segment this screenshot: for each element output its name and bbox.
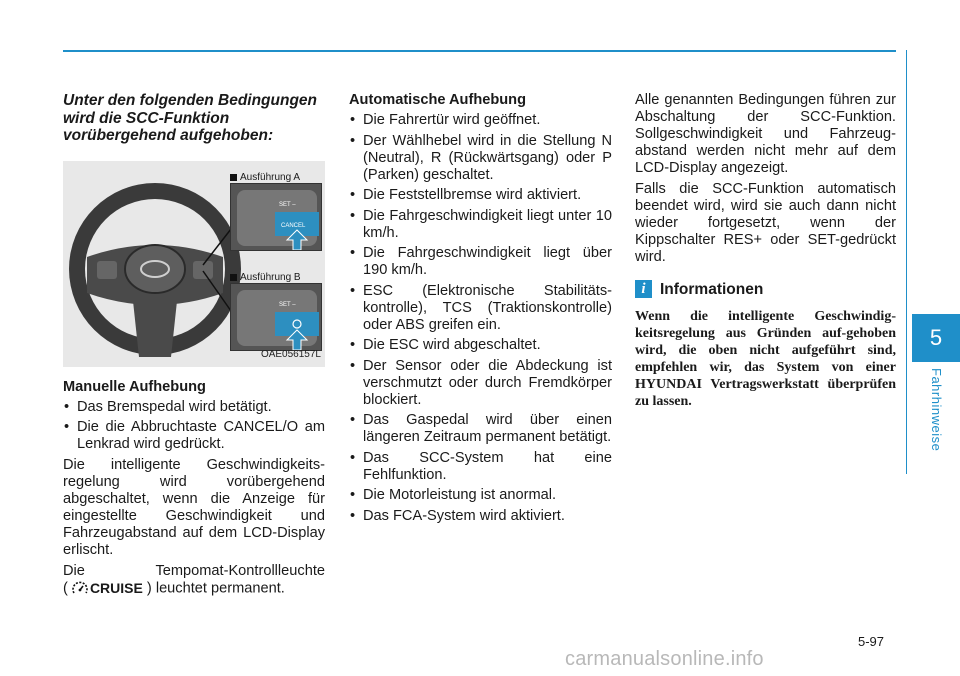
list-item: • Die Feststellbremse wird aktiviert. bbox=[349, 187, 612, 204]
version-a-inset bbox=[230, 169, 322, 251]
speedometer-icon bbox=[72, 581, 88, 595]
info-icon: i bbox=[635, 280, 652, 298]
paragraph: ( CRUISE ) leuchtet permanent. bbox=[63, 579, 285, 596]
cancel-label: CANCEL bbox=[281, 222, 306, 229]
watermark: carmanualsonline.info bbox=[565, 648, 764, 670]
column-3 bbox=[635, 92, 896, 410]
list-item: • Das Bremspedal wird betätigt. bbox=[63, 399, 325, 416]
manual-heading: Manuelle Aufhebung bbox=[63, 378, 206, 395]
info-body: Wenn die intelligente Geschwindig-keitsregelung aus Gründen auf-gehoben wird, die oben nicht aufgeführt sind, empfehlen wir, das System von einer HYUNDAI Vertragswerkstatt überprüfen zu lassen. bbox=[635, 309, 896, 409]
column-1 bbox=[63, 92, 325, 601]
auto-list bbox=[349, 112, 612, 525]
power-button-illustration bbox=[231, 284, 321, 350]
list-item: • Das Gaspedal wird über einen längeren Zeitraum permanent betätigt. bbox=[349, 412, 612, 446]
list-item: • Die Fahrgeschwindigkeit liegt unter 10 km/h. bbox=[349, 208, 612, 242]
page-number: 5-97 bbox=[858, 634, 885, 649]
info-title: Informationen bbox=[660, 280, 764, 298]
steering-wheel-figure bbox=[63, 161, 325, 367]
list-item: • Das FCA-System wird aktiviert. bbox=[349, 508, 612, 525]
list-item: • ESC (Elektronische Stabilitäts-kontrolle), TCS (Traktionskontrolle) oder ABS greifen ein. bbox=[349, 283, 612, 334]
paragraph: Die Tempomat-Kontrollleuchte bbox=[63, 562, 325, 579]
chapter-number-tab: 5 bbox=[912, 314, 960, 362]
version-b-switch bbox=[230, 283, 322, 351]
cancel-button-illustration bbox=[231, 184, 321, 250]
column-2 bbox=[349, 92, 612, 528]
set-label: SET – bbox=[279, 201, 296, 208]
version-a-switch bbox=[230, 183, 322, 251]
list-item: • Die Motorleistung ist anormal. bbox=[349, 487, 612, 504]
figure-code: OAE056157L bbox=[260, 348, 321, 360]
cruise-label: CRUISE bbox=[89, 579, 143, 596]
auto-heading: Automatische Aufhebung bbox=[349, 92, 527, 108]
square-bullet-icon bbox=[230, 174, 237, 181]
list-item: • Das SCC-System hat eine Fehlfunktion. bbox=[349, 450, 612, 484]
paragraph: Alle genannten Bedingungen führen zur Abschaltung der SCC-Funktion. Sollgeschwindigkeit und Fahrzeug-abstand werden nicht mehr auf dem LCD-Display angezeigt. bbox=[635, 92, 896, 176]
info-header bbox=[635, 280, 896, 298]
set-label: SET – bbox=[279, 301, 296, 308]
manual-list bbox=[63, 399, 325, 454]
cruise-indicator bbox=[72, 580, 143, 597]
list-item: • Die ESC wird abgeschaltet. bbox=[349, 337, 612, 354]
list-item: • Die die Abbruchtaste CANCEL/O am Lenkrad wird gedrückt. bbox=[63, 419, 325, 453]
section-heading: Unter den folgenden Bedingungen wird die SCC-Funktion vorübergehend aufgehoben: bbox=[63, 92, 318, 144]
paragraph: Die intelligente Geschwindigkeits-regelung wird vorübergehend abgeschaltet, wenn die Anzeige für eingestellte Geschwindigkeit und Fahrzeugabstand auf dem LCD-Display erlischt. bbox=[63, 456, 325, 558]
version-a-label: Ausführung A bbox=[230, 169, 300, 186]
chapter-name: Fahrhinweise bbox=[929, 368, 944, 452]
top-rule bbox=[63, 50, 896, 52]
square-bullet-icon bbox=[230, 274, 237, 281]
list-item: • Der Sensor oder die Abdeckung ist verschmutzt oder durch Fremdkörper blockiert. bbox=[349, 358, 612, 409]
list-item: • Der Wählhebel wird in die Stellung N (Neutral), R (Rückwärtsgang) oder P (Parken) geschaltet. bbox=[349, 133, 612, 184]
list-item: • Die Fahrgeschwindigkeit liegt über 190 km/h. bbox=[349, 245, 612, 279]
list-item: • Die Fahrertür wird geöffnet. bbox=[349, 112, 612, 129]
paragraph: Falls die SCC-Funktion automatisch beendet wird, wird sie auch dann nicht wieder fortgesetzt, wenn der Kippschalter RES+ oder SET-gedrückt wird. bbox=[635, 181, 896, 265]
version-b-label: Ausführung B bbox=[230, 269, 301, 286]
side-rule bbox=[906, 50, 907, 474]
version-b-inset bbox=[230, 269, 322, 351]
